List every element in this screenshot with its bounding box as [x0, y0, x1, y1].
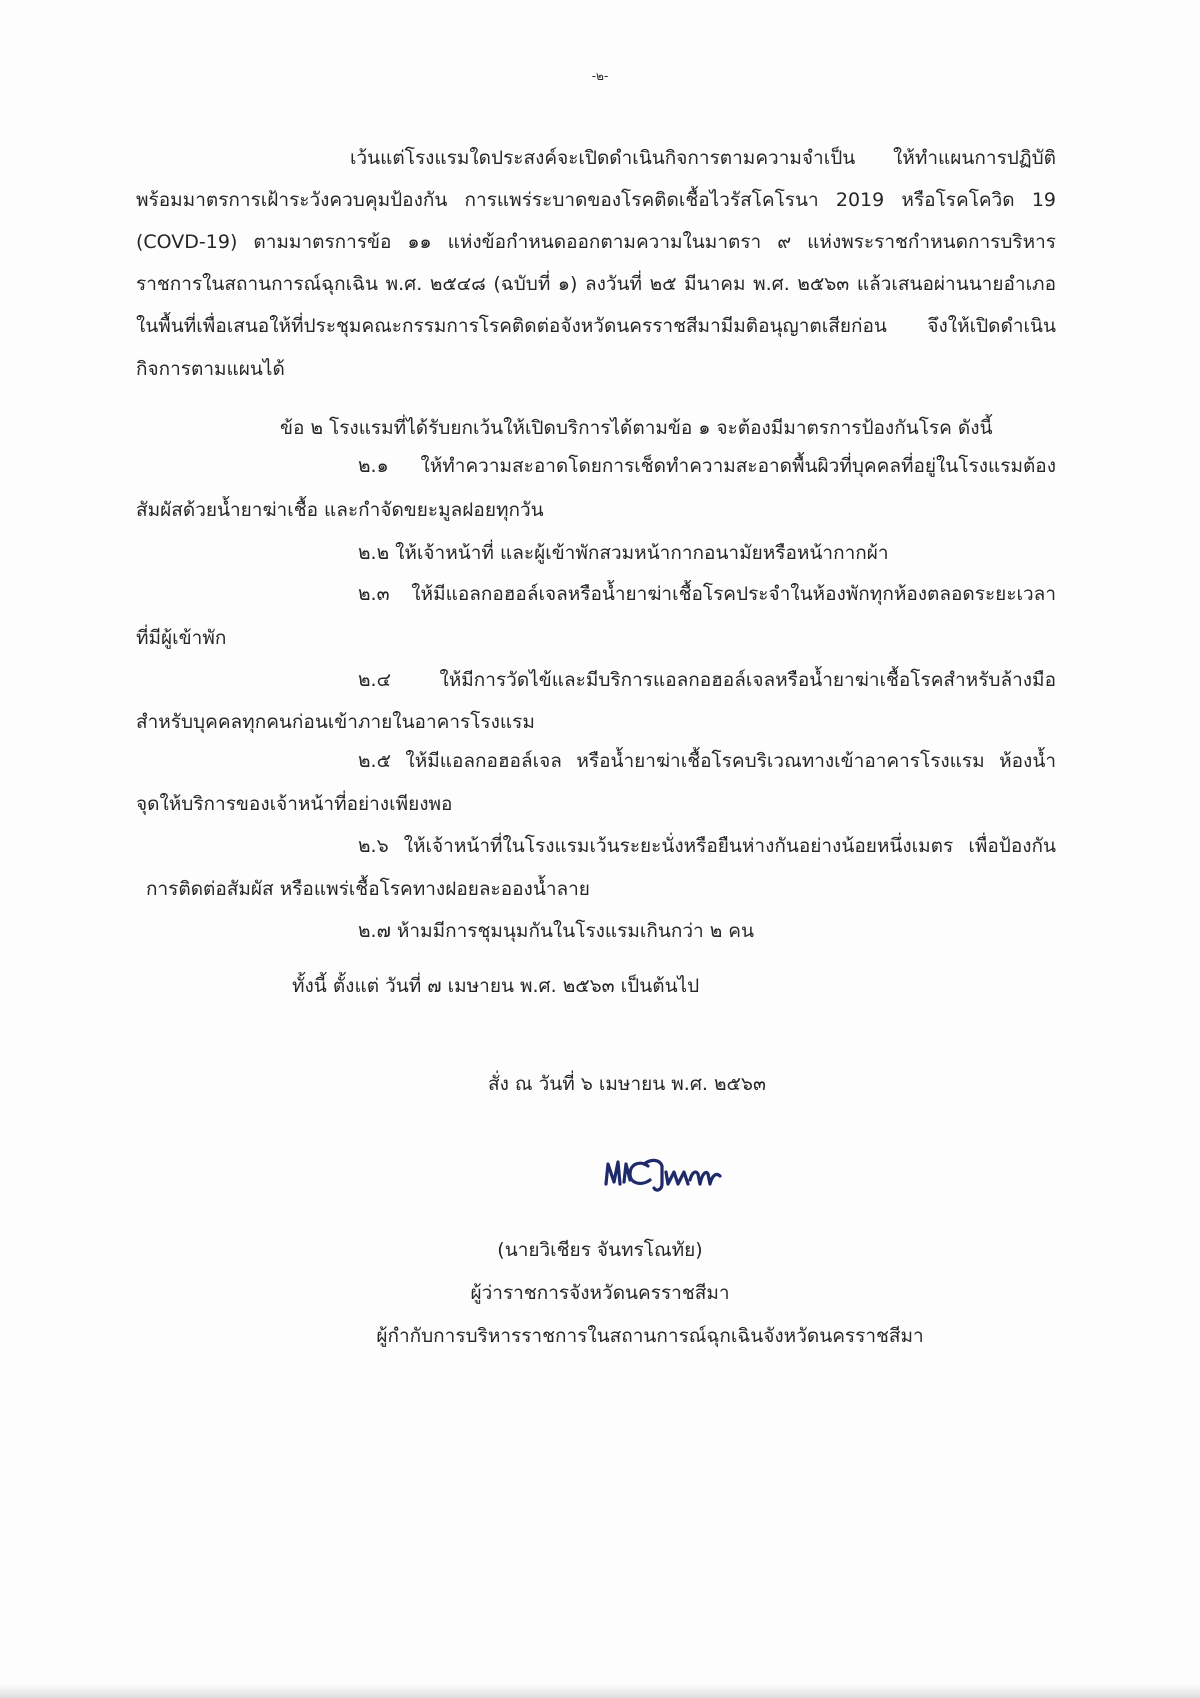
- signatory-title2: ผู้กำกับการบริหารราชการในสถานการณ์ฉุกเฉินจังหวัดนครราชสีมา: [376, 1325, 924, 1347]
- paragraph1-line2: พร้อมมาตรการเฝ้าระวังควบคุมป้องกัน การแพร่ระบาดของโรคติดเชื้อไวรัสโคโรนา 2019 หรือโรคโควิด 19: [136, 189, 1056, 211]
- item-2-3-line1: ๒.๓ ให้มีแอลกอฮอล์เจลหรือน้ำยาฆ่าเชื้อโรคประจำในห้องพักทุกห้องตลอดระยะเวลา: [358, 583, 1056, 605]
- item-2-6-line2: การติดต่อสัมผัส หรือแพร่เชื้อโรคทางฝอยละอองน้ำลาย: [146, 878, 590, 900]
- paragraph1-line1: เว้นแต่โรงแรมใดประสงค์จะเปิดดำเนินกิจการตามความจำเป็น ให้ทำแผนการปฏิบัติ: [350, 147, 1056, 169]
- item-2-2: ๒.๒ ให้เจ้าหน้าที่ และผู้เข้าพักสวมหน้ากากอนามัยหรือหน้ากากผ้า: [358, 542, 889, 564]
- item-2-4-line2: สำหรับบุคคลทุกคนก่อนเข้าภายในอาคารโรงแรม: [136, 711, 535, 733]
- signatory-name: (นายวิเชียร จันทรโณทัย): [497, 1239, 703, 1261]
- item-2-5-line2: จุดให้บริการของเจ้าหน้าที่อย่างเพียงพอ: [136, 793, 453, 815]
- effective-date: ทั้งนี้ ตั้งแต่ วันที่ ๗ เมษายน พ.ศ. ๒๕๖๓ เป็นต้นไป: [292, 975, 700, 997]
- item-2-3-line2: ที่มีผู้เข้าพัก: [136, 627, 227, 649]
- signature-image: [596, 1150, 726, 1198]
- page-number: -๒-: [591, 69, 609, 83]
- paragraph1-line4: ราชการในสถานการณ์ฉุกเฉิน พ.ศ. ๒๕๔๘ (ฉบับที่ ๑) ลงวันที่ ๒๕ มีนาคม พ.ศ. ๒๕๖๓ แล้วเสนอผ่านนายอำเภอ: [136, 273, 1056, 295]
- scan-edge: [0, 1684, 1200, 1698]
- paragraph1-line5: ในพื้นที่เพื่อเสนอให้ที่ประชุมคณะกรรมการโรคติดต่อจังหวัดนครราชสีมามีมติอนุญาตเสียก่อน จึงให้เปิดดำเนิน: [136, 315, 1056, 337]
- paragraph1-line6: กิจการตามแผนได้: [136, 358, 285, 380]
- item-2-7: ๒.๗ ห้ามมีการชุมนุมกันในโรงแรมเกินกว่า ๒ คน: [358, 920, 754, 942]
- paragraph1-line3: (COVD-19) ตามมาตรการข้อ ๑๑ แห่งข้อกำหนดออกตามความในมาตรา ๙ แห่งพระราชกำหนดการบริหาร: [136, 231, 1056, 253]
- item-2-1-line2: สัมผัสด้วยน้ำยาฆ่าเชื้อ และกำจัดขยะมูลฝอยทุกวัน: [136, 499, 544, 521]
- item-2-4-line1: ๒.๔ ให้มีการวัดไข้และมีบริการแอลกอฮอล์เจลหรือน้ำยาฆ่าเชื้อโรคสำหรับล้างมือ: [358, 669, 1056, 691]
- item-2-6-line1: ๒.๖ ให้เจ้าหน้าที่ในโรงแรมเว้นระยะนั่งหรือยืนห่างกันอย่างน้อยหนึ่งเมตร เพื่อป้องกัน: [358, 835, 1056, 857]
- item-2-5-line1: ๒.๕ ให้มีแอลกอฮอล์เจล หรือน้ำยาฆ่าเชื้อโรคบริเวณทางเข้าอาคารโรงแรม ห้องน้ำ: [358, 750, 1056, 772]
- item-2-1-line1: ๒.๑ ให้ทำความสะอาดโดยการเช็ดทำความสะอาดพื้นผิวที่บุคคลที่อยู่ในโรงแรมต้อง: [358, 455, 1056, 477]
- order-date: สั่ง ณ วันที่ ๖ เมษายน พ.ศ. ๒๕๖๓: [488, 1073, 766, 1095]
- clause2-heading: ข้อ ๒ โรงแรมที่ได้รับยกเว้นให้เปิดบริการได้ตามข้อ ๑ จะต้องมีมาตรการป้องกันโรค ดังนี้: [280, 417, 993, 439]
- signatory-title1: ผู้ว่าราชการจังหวัดนครราชสีมา: [470, 1282, 730, 1304]
